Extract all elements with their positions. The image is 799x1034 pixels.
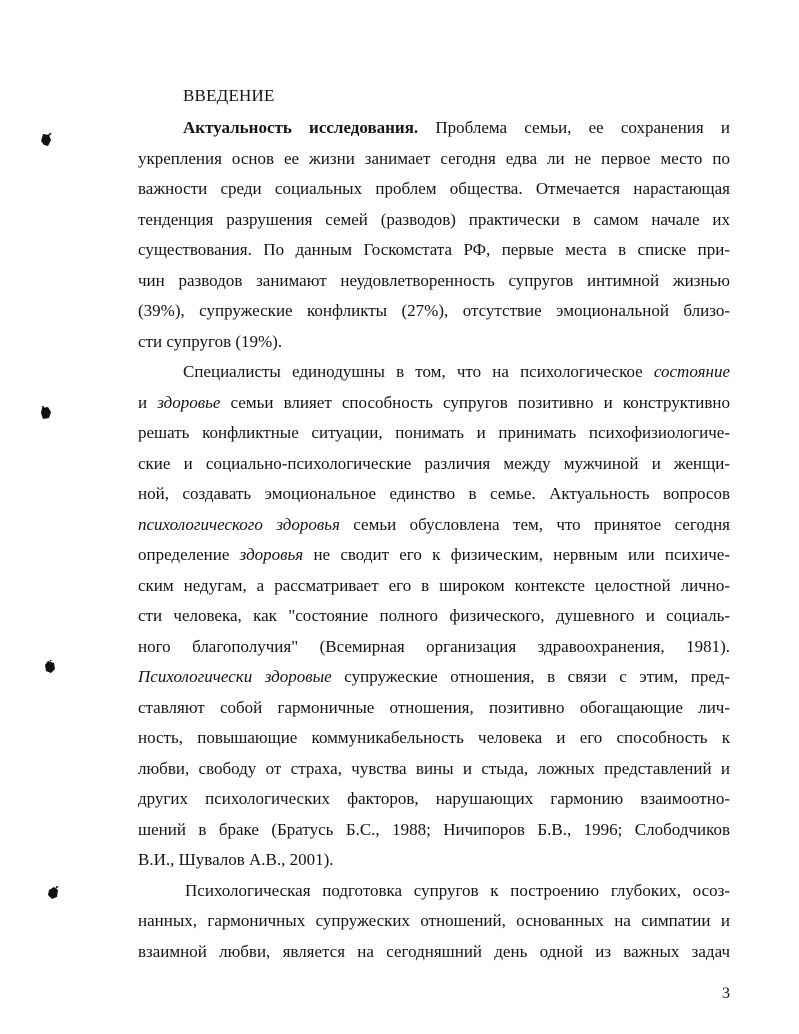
text-line: важности среди социальных проблем общества. Отмечается нарастающая bbox=[138, 179, 730, 198]
text-line bbox=[183, 118, 730, 140]
margin-mark-4 bbox=[47, 886, 59, 900]
margin-mark-2 bbox=[40, 406, 52, 420]
text-line: сти человека, как "состояние полного физического, душевного и социаль- bbox=[138, 606, 730, 625]
text-line: взаимной любви, является на сегодняшний день одной из важных задач bbox=[138, 942, 730, 961]
text-line: любви, свободу от страха, чувства вины и стыда, ложных представлений и bbox=[138, 759, 730, 778]
text-line: шений в браке (Братусь Б.С., 1988; Ничипоров Б.В., 1996; Слободчиков bbox=[138, 820, 730, 839]
italic-term: состояние bbox=[653, 362, 730, 381]
text-run: семьи влияет способность супругов позитивно и конструктивно bbox=[220, 393, 730, 412]
text-run: Проблема семьи, ее сохранения и bbox=[418, 118, 730, 137]
text-line: других психологических факторов, нарушающих гармонию взаимоотно- bbox=[138, 789, 730, 808]
text-run: не сводит его к физическим, нервным или психиче- bbox=[303, 545, 730, 564]
page-number: 3 bbox=[722, 985, 730, 1002]
text-line: решать конфликтные ситуации, понимать и принимать психофизиологиче- bbox=[138, 423, 730, 442]
text-line: тенденция разрушения семей (разводов) практически в самом начале их bbox=[138, 210, 730, 229]
text-line: чин разводов занимают неудовлетворенность супругов интимной жизнью bbox=[138, 271, 730, 290]
text-line: ставляют собой гармоничные отношения, позитивно обогащающие лич- bbox=[138, 698, 730, 717]
text-line: В.И., Шувалов А.В., 2001). bbox=[138, 850, 334, 869]
text-run: определение bbox=[138, 545, 240, 564]
text-line bbox=[183, 362, 730, 384]
text-line: ность, повышающие коммуникабельность человека и его способность к bbox=[138, 728, 730, 747]
margin-mark-1 bbox=[40, 133, 52, 147]
text-line: Психологическая подготовка супругов к построению глубоких, осоз- bbox=[185, 881, 730, 900]
text-line: (39%), супружеские конфликты (27%), отсутствие эмоциональной близо- bbox=[138, 301, 730, 320]
text-line: существования. По данным Госкомстата РФ, первые места в списке при- bbox=[138, 240, 730, 259]
text-run: и bbox=[138, 393, 158, 412]
section-heading: ВВЕДЕНИЕ bbox=[183, 86, 275, 105]
text-run: семьи обусловлена тем, что принятое сегодня bbox=[339, 515, 730, 534]
text-run: Специалисты единодушны в том, что на психологическое bbox=[183, 362, 654, 381]
italic-term: здоровья bbox=[239, 545, 304, 564]
text-line bbox=[138, 667, 730, 689]
bold-lead: Актуальность исследования. bbox=[183, 118, 419, 137]
text-line: ским недугам, а рассматривает его в широком контексте целостной лично- bbox=[138, 576, 730, 595]
text-line: ские и социально-психологические различия между мужчиной и женщи- bbox=[138, 454, 730, 473]
text-line bbox=[138, 393, 730, 415]
italic-term: Психологически здоровые bbox=[138, 667, 332, 686]
text-line: ной, создавать эмоциональное единство в семье. Актуальность вопросов bbox=[138, 484, 730, 503]
text-line: сти супругов (19%). bbox=[138, 332, 283, 351]
text-line: нанных, гармоничных супружеских отношений, основанных на симпатии и bbox=[138, 911, 730, 930]
text-run: супружеские отношения, в связи с этим, пред- bbox=[331, 667, 730, 686]
italic-term: здоровье bbox=[157, 393, 221, 412]
text-line bbox=[138, 545, 730, 567]
text-line: укрепления основ ее жизни занимает сегодня едва ли не первое место по bbox=[138, 149, 730, 168]
margin-mark-3 bbox=[44, 660, 56, 674]
text-line: ного благополучия" (Всемирная организация здравоохранения, 1981). bbox=[138, 637, 730, 656]
italic-term: психологического здоровья bbox=[138, 515, 340, 534]
text-line bbox=[138, 515, 730, 537]
